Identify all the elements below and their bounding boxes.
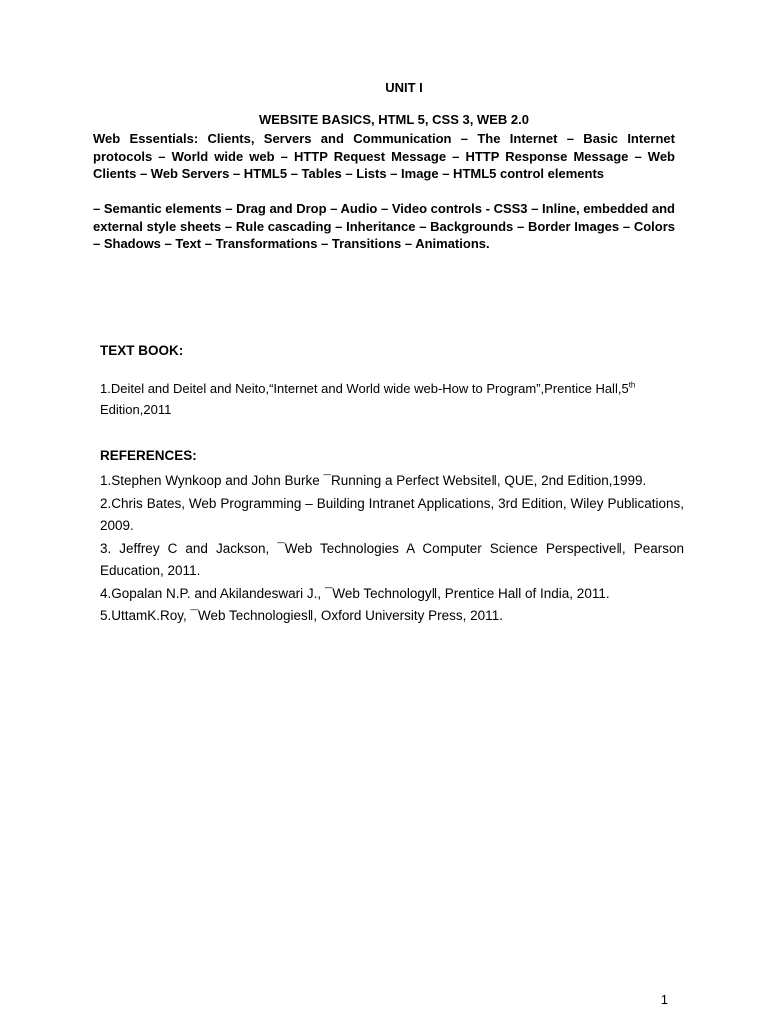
reference-item: 5.UttamK.Roy, ¯Web Technologies‖, Oxford University Press, 2011. [100, 608, 503, 623]
references-heading: REFERENCES: [100, 448, 197, 463]
reference-item: 2.Chris Bates, Web Programming – Building Intranet Applications, 3rd Edition, Wiley Publications, 2009. [100, 495, 684, 533]
syllabus-text-2: – Semantic elements – Drag and Drop – Audio – Video controls - CSS3 – Inline, embedded and external style sheets – Rule cascading – Inheritance – Backgrounds – Border Images – Colors – Shadows – Text – Transformations – Transitions – Animations. [93, 201, 675, 251]
text-book-entry-tail: Edition,2011 [100, 402, 172, 417]
text-book-heading: TEXT BOOK: [100, 343, 184, 358]
syllabus-paragraph-1 [93, 130, 675, 183]
references-list [100, 470, 684, 628]
syllabus-paragraph-2 [93, 200, 675, 253]
reference-item: 4.Gopalan N.P. and Akilandeswari J., ¯Web Technology‖, Prentice Hall of India, 2011. [100, 585, 610, 601]
page-number: 1 [660, 992, 668, 1007]
text-book-entry [100, 378, 686, 420]
reference-item: 3. Jeffrey C and Jackson, ¯Web Technologies A Computer Science Perspective‖, Pearson Education, 2011. [100, 540, 684, 578]
syllabus-text-1: Web Essentials: Clients, Servers and Communication – The Internet – Basic Internet protocols – World wide web – HTTP Request Message – HTTP Response Message – Web Clients – Web Servers – HTML5 – Tables – Lists – Image – HTML5 control elements [93, 131, 675, 181]
unit-title: UNIT I [385, 80, 423, 95]
unit-subtitle: WEBSITE BASICS, HTML 5, CSS 3, WEB 2.0 [259, 112, 529, 127]
reference-item: 1.Stephen Wynkoop and John Burke ¯Running a Perfect Website‖, QUE, 2nd Edition,1999. [100, 473, 647, 488]
text-book-entry-main: 1.Deitel and Deitel and Neito,“Internet and World wide web-How to Program”,Prentice Hall,5 [100, 381, 629, 396]
text-book-entry-sup: th [628, 380, 636, 390]
